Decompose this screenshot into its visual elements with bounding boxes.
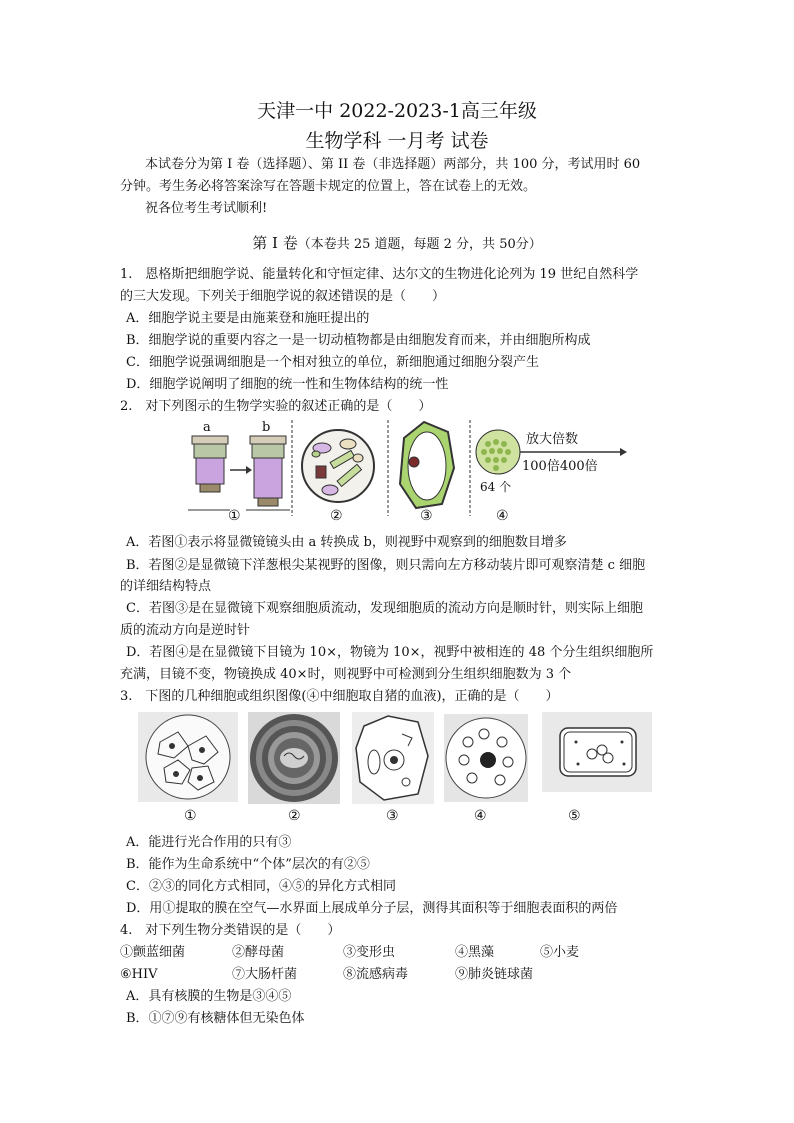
lens-label-b: b [262,420,271,435]
q4-option-b: B．①⑦⑨有核糖体但无染色体 [126,1011,305,1026]
section-note: （本卷共 25 道题，每题 2 分，共 50分） [297,237,542,252]
q3-fig-num-5: ⑤ [568,808,581,824]
exam-subtitle: 生物学科 一月考 试卷 [305,130,489,152]
q3-option-b: B．能作为生命系统中“个体”层次的有②⑤ [126,857,370,872]
q2-option-a: A．若图①表示将显微镜镜头由 a 转换成 b，则视野中观察到的细胞数目增多 [126,535,567,550]
q1-option-b: B．细胞学说的重要内容之一是一切动植物都是由细胞发育而来，并由细胞所构成 [126,333,591,348]
q4-organism-6: ⑥HIV [120,967,158,982]
q1-option-d: D．细胞学说阐明了细胞的统一性和生物体结构的统一性 [126,377,449,392]
q4-organism-9: ⑨肺炎链球菌 [455,967,534,982]
objective-lens-b [250,436,286,506]
q3-fig-num-2: ② [288,808,301,824]
q2-option-b-line-1: B．若图②是显微镜下洋葱根尖某视野的图像，则只需向左方移动装片即可观察清楚 c 细胞 [126,558,646,573]
intro-line-2: 分钟。考生务必将答案涂写在答题卡规定的位置上，答在试卷上的无效。 [120,179,537,194]
q2-option-c-line-2: 质的流动方向是逆时针 [120,623,251,638]
magnification-values: 100倍400倍 [522,459,598,474]
cell-diagram-image [352,712,434,804]
q4-organism-2: ②酵母菌 [232,945,285,960]
q2-option-d-line-1: D．若图④是在显微镜下目镜为 10×，物镜为 10×，视野中被相连的 48 个分生组织细胞所 [126,645,654,660]
arrow-icon [230,466,252,474]
bacterium-image [542,712,652,792]
blood-cells-image [444,714,528,802]
objective-lens-a [192,436,228,492]
q2-fig-num-3: ③ [420,508,433,524]
q4-organism-8: ⑧流感病毒 [343,967,409,982]
q3-figure [138,712,658,806]
intro-line-1: 本试卷分为第 I 卷（选择题）、第 II 卷（非选择题）两部分，共 100 分，考试用时 60 [145,157,641,172]
q2-fig-num-1: ① [228,508,241,524]
q4-organism-4: ④黑藻 [455,945,495,960]
q3-fig-num-4: ④ [474,808,487,824]
q4-option-a: A．具有核膜的生物是③④⑤ [126,989,292,1004]
q2-fig-num-4: ④ [496,508,509,524]
intro-line-3: 祝各位考生考试顺利! [145,201,268,216]
q2-option-b-line-2: 的详细结构特点 [120,579,212,594]
q1-option-c: C．细胞学说强调细胞是一个相对独立的单位，新细胞通过细胞分裂产生 [126,355,539,370]
q3-stem: 3. 下图的几种细胞或组织图像(④中细胞取自猪的血液)，正确的是（ ） [120,689,559,704]
q3-option-a: A．能进行光合作用的只有③ [126,835,292,850]
lens-label-a: a [203,420,211,435]
q4-stem: 4. 对下列生物分类错误的是（ ） [120,923,341,938]
q4-organism-5: ⑤小麦 [540,945,580,960]
q4-organism-3: ③变形虫 [343,945,396,960]
q2-fig-num-2: ② [330,508,343,524]
q3-fig-num-1: ① [184,808,197,824]
q3-option-c: C．②③的同化方式相同，④⑤的异化方式相同 [126,879,396,894]
q2-option-d-line-2: 充满，目镜不变，物镜换成 40×时，则视野中可检测到分生组织细胞数为 3 个 [120,667,572,682]
q3-option-d: D．用①提取的膜在空气—水界面上展成单分子层，测得其面积等于细胞表面积的两倍 [126,901,618,916]
section-title: 第 I 卷 [252,234,298,252]
plant-cell [400,422,454,508]
meristem-cell-mass [476,430,520,474]
q2-option-c-line-1: C．若图③是在显微镜下观察细胞质流动，发现细胞质的流动方向是顺时针，则实际上细胞 [126,601,643,616]
q4-organism-7: ⑦大肠杆菌 [232,967,298,982]
q1-stem-line-1: 1. 恩格斯把细胞学说、能量转化和守恒定律、达尔文的生物进化论列为 19 世纪自然科学 [120,267,639,282]
onion-root-tip-view [302,430,374,502]
cell-count-label: 64 个 [480,480,512,494]
q3-fig-num-3: ③ [386,808,399,824]
concentric-tissue-image [248,712,340,804]
q2-stem: 2. 对下列图示的生物学实验的叙述正确的是（ ） [120,399,432,414]
section-heading [0,232,794,253]
q1-stem-line-2: 的三大发现。下列关于细胞学说的叙述错误的是（ ） [120,289,446,304]
q1-option-a: A．细胞学说主要是由施莱登和施旺提出的 [126,311,370,326]
exam-title: 天津一中 2022-2023-1高三年级 [257,100,537,122]
epithelial-cells-image [138,712,238,802]
q4-organism-1: ①颤蓝细菌 [120,945,186,960]
magnification-title: 放大倍数 [526,432,579,447]
